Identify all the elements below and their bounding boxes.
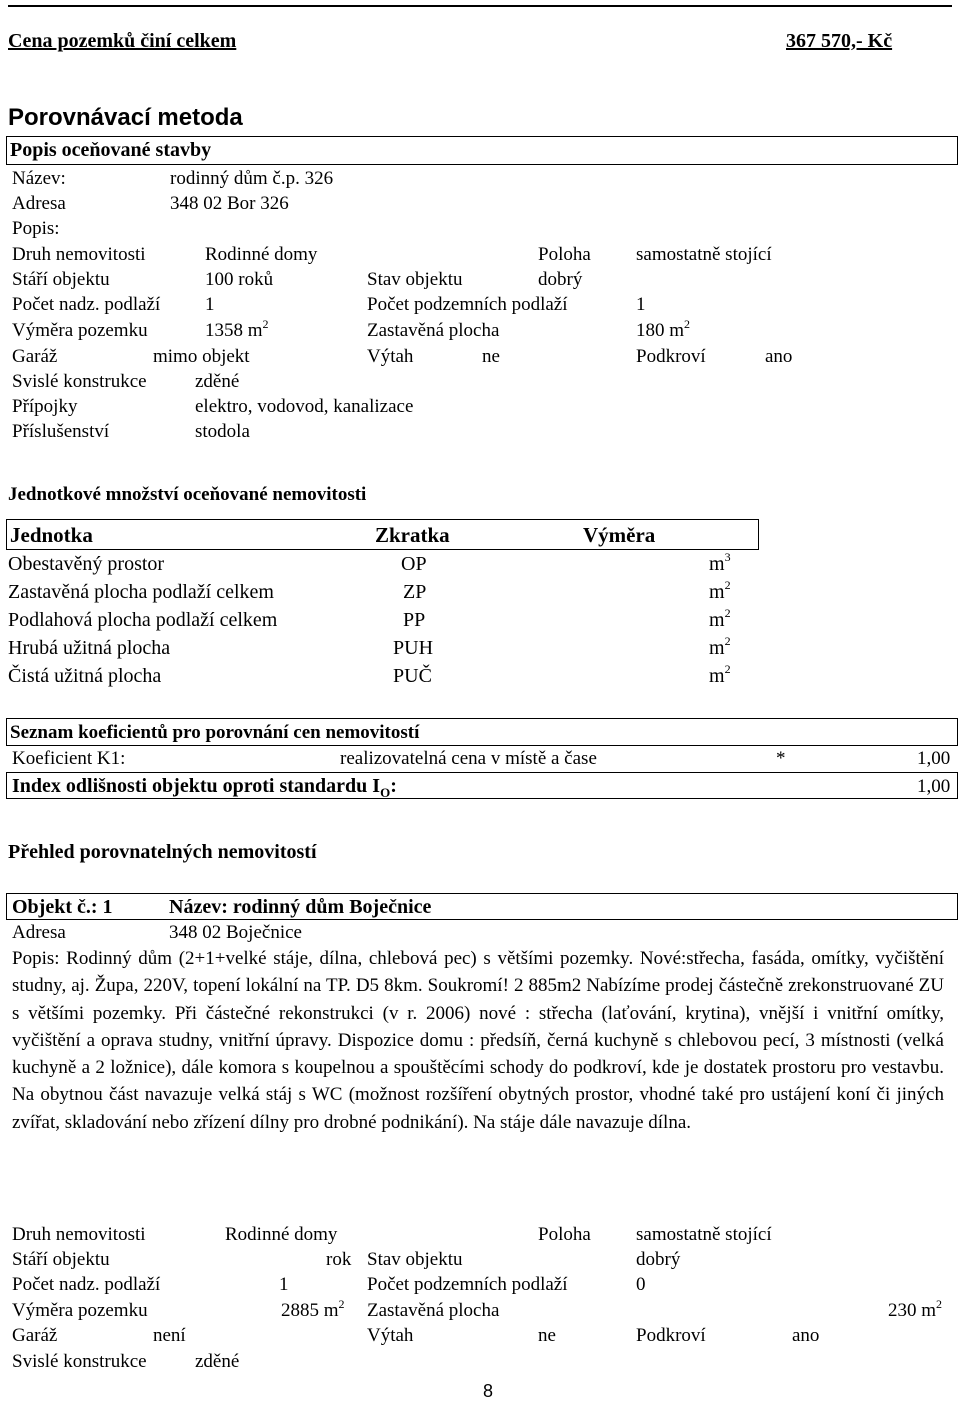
- vymera-value: 1358 $m^2$: [205, 317, 269, 341]
- o1-podlazi-label: Počet nadz. podlaží: [12, 1274, 161, 1295]
- vymera-label: Výměra pozemku: [12, 320, 148, 341]
- nazev-label: Název:: [12, 168, 66, 189]
- index-value: 1,00: [917, 776, 951, 797]
- o1-druh-label: Druh nemovitosti: [12, 1224, 146, 1245]
- units-row-unit: $m^2$: [709, 578, 731, 603]
- k1-operator: *: [776, 748, 786, 769]
- land-price-label: Cena pozemků činí celkem: [8, 30, 237, 52]
- o1-vymera-label: Výměra pozemku: [12, 1300, 148, 1321]
- units-row-abbr: ZP: [403, 581, 427, 603]
- units-row-name: Hrubá užitná plocha: [8, 637, 171, 659]
- object1-number: Objekt č.: 1: [12, 896, 113, 918]
- object1-adresa-value: 348 02 Boječnice: [169, 922, 302, 943]
- o1-vytah-value: ne: [538, 1325, 556, 1346]
- land-price-value: 367 570,- Kč: [786, 30, 893, 52]
- pripojky-value: elektro, vodovod, kanalizace: [195, 396, 414, 417]
- units-row-abbr: PUČ: [393, 665, 432, 687]
- subject-box-title: Popis oceňované stavby: [10, 139, 212, 161]
- o1-svisle-label: Svislé konstrukce: [12, 1351, 147, 1372]
- o1-stav-value: dobrý: [636, 1249, 681, 1270]
- druh-label: Druh nemovitosti: [12, 244, 146, 265]
- o1-svisle-value: zděné: [195, 1351, 240, 1372]
- o1-podzemni-value: 0: [636, 1274, 646, 1295]
- units-header-zkratka: Zkratka: [375, 523, 450, 547]
- o1-vymera-value: 2885 $m^2$: [281, 1297, 345, 1321]
- o1-zast-label: Zastavěná plocha: [367, 1300, 500, 1321]
- stari-label: Stáří objektu: [12, 269, 110, 290]
- popis-label: Popis:: [12, 218, 60, 239]
- o1-stari-value: rok: [326, 1249, 352, 1270]
- svisle-value: zděné: [195, 371, 240, 392]
- units-header-jednotka: Jednotka: [10, 523, 93, 547]
- object1-adresa-label: Adresa: [12, 922, 66, 943]
- podzemni-label: Počet podzemních podlaží: [367, 294, 568, 315]
- adresa-label: Adresa: [12, 193, 66, 214]
- units-row-abbr: OP: [401, 553, 427, 575]
- stari-value: 100 roků: [205, 269, 274, 290]
- vytah-value: ne: [482, 346, 500, 367]
- poloha-label: Poloha: [538, 244, 591, 265]
- object1-box: [6, 893, 958, 920]
- o1-garaz-value: není: [153, 1325, 186, 1346]
- o1-podlazi-value: 1: [279, 1274, 289, 1295]
- units-row-name: Podlahová plocha podlaží celkem: [8, 609, 278, 631]
- index-label: Index odlišnosti objektu oproti standardu $I_O$:: [12, 775, 397, 800]
- pripojky-label: Přípojky: [12, 396, 78, 417]
- garaz-value: mimo objekt: [153, 346, 250, 367]
- units-row-name: Zastavěná plocha podlaží celkem: [8, 581, 274, 603]
- podlazi-value: 1: [205, 294, 215, 315]
- stav-value: dobrý: [538, 269, 583, 290]
- vytah-label: Výtah: [367, 346, 414, 367]
- k1-label: Koeficient K1:: [12, 748, 126, 769]
- druh-value: Rodinné domy: [205, 244, 318, 265]
- garaz-label: Garáž: [12, 346, 58, 367]
- zast-value: 180 $m^2$: [636, 317, 691, 341]
- o1-podkrovi-value: ano: [792, 1325, 820, 1346]
- units-row-abbr: PUH: [393, 637, 434, 659]
- units-title: Jednotkové množství oceňované nemovitosti: [8, 484, 367, 505]
- units-row-unit: $m^2$: [709, 662, 731, 687]
- o1-podzemni-label: Počet podzemních podlaží: [367, 1274, 568, 1295]
- podzemni-value: 1: [636, 294, 646, 315]
- page-number: 8: [483, 1381, 494, 1401]
- podkrovi-value: ano: [765, 346, 793, 367]
- k1-value: 1,00: [917, 748, 951, 769]
- units-header-vymera: Výměra: [583, 523, 656, 547]
- units-row-name: Obestavěný prostor: [8, 553, 165, 575]
- svisle-label: Svislé konstrukce: [12, 371, 147, 392]
- poloha-value: samostatně stojící: [636, 244, 772, 265]
- units-row-unit: $m^3$: [709, 550, 731, 575]
- o1-poloha-value: samostatně stojící: [636, 1224, 772, 1245]
- object1-description: Popis: Rodinný dům (2+1+velké stáje, dílna, chlebová pec) s většími pozemky. Nové:střecha, fasáda, omítky, vyčištění studny, aj. Župa, 220V, topení lokální na TP. D5 8km. Soukromí! 2 885m2 Nabízíme prodej částečně zrekonstruované ZU s většími pozemky. Při částečné rekonstrukci (v r. 2006) nové : střecha (laťování, krytina), vnější i vnitřní omítky, vyčištění a oprava studny, vnitřní úpravy. Dispozice domu : předsíň, černá kuchyně s chlebovou pecí, 3 místnosti (velká kuchyně a 2 ložnice), dále komora s koupelnou a spouštěcími schody do podkroví, kde je dostatek prostoru pro vestavbu. Na obytnou část navazuje velká stáj s WC (možnost rozšíření obytných prostor, vhodné také pro ustájení koní či jiných zvířat, skladování nebo zřízení dílny pro drobné podnikání). Na stáje dále navazuje dílna.: [12, 948, 944, 1133]
- units-row-unit: $m^2$: [709, 634, 731, 659]
- object1-name: Název: rodinný dům Boječnice: [169, 896, 432, 918]
- units-row-abbr: PP: [403, 609, 426, 631]
- units-row-unit: $m^2$: [709, 606, 731, 631]
- section-title: Porovnávací metoda: [8, 104, 243, 131]
- o1-poloha-label: Poloha: [538, 1224, 591, 1245]
- comparables-title: Přehled porovnatelných nemovitostí: [8, 841, 317, 863]
- o1-zast-value: 230 $m^2$: [888, 1297, 943, 1321]
- nazev-value: rodinný dům č.p. 326: [170, 168, 334, 189]
- o1-garaz-label: Garáž: [12, 1325, 58, 1346]
- top-rule: [8, 5, 952, 7]
- k1-desc: realizovatelná cena v místě a čase: [340, 748, 597, 769]
- o1-podkrovi-label: Podkroví: [636, 1325, 706, 1346]
- o1-druh-value: Rodinné domy: [225, 1224, 338, 1245]
- stav-label: Stav objektu: [367, 269, 463, 290]
- units-row-name: Čistá užitná plocha: [8, 665, 162, 687]
- adresa-value: 348 02 Bor 326: [170, 193, 289, 214]
- zast-label: Zastavěná plocha: [367, 320, 500, 341]
- podkrovi-label: Podkroví: [636, 346, 706, 367]
- coef-title: Seznam koeficientů pro porovnání cen nemovitostí: [10, 722, 420, 743]
- prislusenstvi-label: Příslušenství: [12, 421, 110, 442]
- prislusenstvi-value: stodola: [195, 421, 250, 442]
- podlazi-label: Počet nadz. podlaží: [12, 294, 161, 315]
- o1-vytah-label: Výtah: [367, 1325, 414, 1346]
- o1-stav-label: Stav objektu: [367, 1249, 463, 1270]
- o1-stari-label: Stáří objektu: [12, 1249, 110, 1270]
